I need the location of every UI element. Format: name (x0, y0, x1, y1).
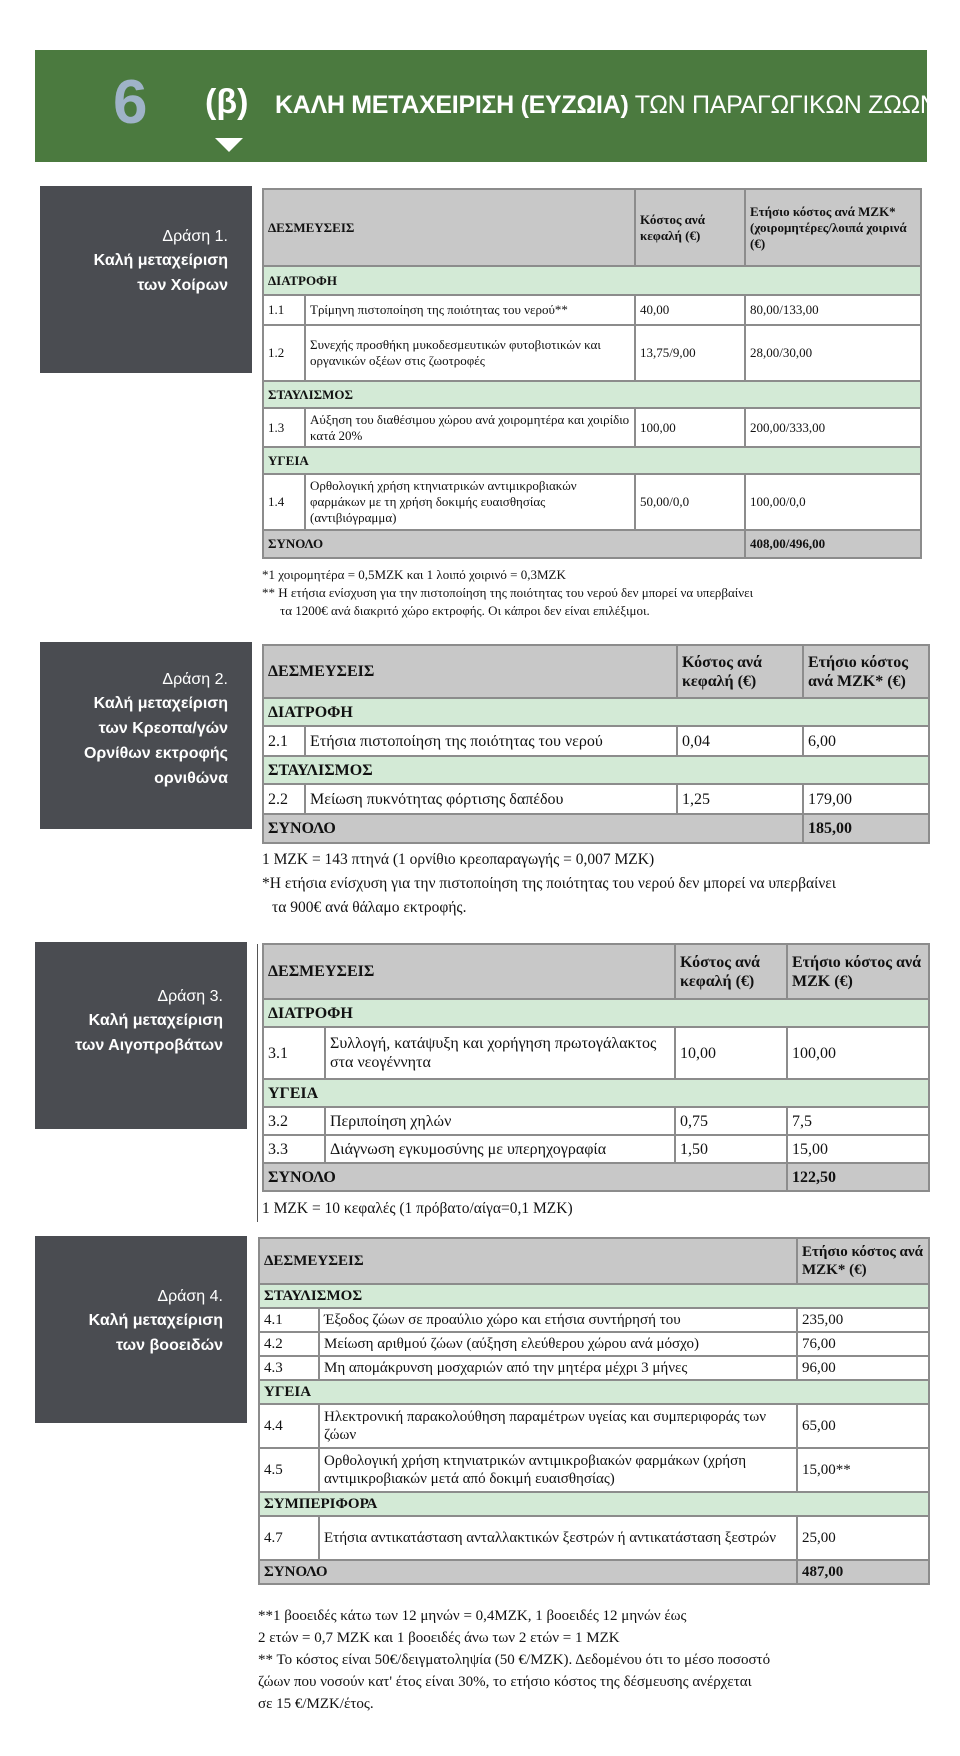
footnote: **1 βοοειδές κάτω των 12 μηνών = 0,4MZK, 1 βοοειδές 12 μηνών έως (258, 1608, 687, 1624)
row-annual-cost: 15,00** (797, 1448, 929, 1492)
triangle-down-icon (215, 138, 243, 152)
row-annual-cost: 100,00/0,0 (745, 474, 921, 530)
row-annual-cost: 80,00/133,00 (745, 295, 921, 325)
row-cost: 1,25 (677, 784, 803, 814)
row-description: Έξοδος ζώων σε προαύλιο χώρο και ετήσια συντήρησή του (319, 1308, 797, 1332)
header-cell: Κόστος ανά κεφαλή (€) (677, 645, 803, 698)
section-label: (β) (205, 83, 249, 121)
action-3-name-line: των Αιγοπροβάτων (75, 1037, 223, 1054)
row-cost: 1,50 (675, 1135, 787, 1163)
row-annual-cost: 96,00 (797, 1356, 929, 1380)
row-code: 2.2 (263, 784, 305, 814)
section-row: ΣΤΑΥΛΙΣΜΟΣ (263, 381, 921, 408)
total-label: ΣΥΝΟΛΟ (259, 1560, 797, 1584)
footnote: ** Η ετήσια ενίσχυση για την πιστοποίηση της ποιότητας του νερού δεν μπορεί να υπερβαίνει (262, 585, 754, 600)
total-label: ΣΥΝΟΛΟ (263, 530, 745, 558)
row-code: 1.3 (263, 408, 305, 447)
action-4-panel (35, 1236, 247, 1423)
row-description: Ορθολογική χρήση κτηνιατρικών αντιμικροβιακών φαρμάκων με τη χρήση δοκιμής ευαισθησίας (αντιβιόγραμμα) (305, 474, 635, 530)
action-2-table (262, 644, 930, 844)
action-4-table (258, 1237, 930, 1585)
action-2-name-line: των Κρεοπα/γών (98, 720, 228, 737)
row-annual-cost: 235,00 (797, 1308, 929, 1332)
row-code: 4.1 (259, 1308, 319, 1332)
section-row: ΔΙΑΤΡΟΦΗ (263, 999, 929, 1027)
action-2-label: Δράση 2. (162, 671, 228, 688)
action-1-name-line: των Χοίρων (137, 277, 228, 294)
header-cell: ΔΕΣΜΕΥΣΕΙΣ (263, 645, 677, 698)
row-code: 3.2 (263, 1107, 325, 1135)
row-description: Τρίμηνη πιστοποίηση της ποιότητας του νερού** (305, 295, 635, 325)
row-cost: 10,00 (675, 1027, 787, 1079)
action-2-panel (40, 642, 252, 829)
row-cost: 50,00/0,0 (635, 474, 745, 530)
section-row: ΣΤΑΥΛΙΣΜΟΣ (259, 1284, 929, 1308)
action-4-name-line: των βοοειδών (115, 1337, 223, 1354)
section-row: ΣΤΑΥΛΙΣΜΟΣ (263, 756, 929, 784)
section-row: ΣΥΜΠΕΡΙΦΟΡΑ (259, 1492, 929, 1516)
row-description: Ορθολογική χρήση κτηνιατρικών αντιμικροβιακών φαρμάκων (χρήση αντιμικροβιακών μετά από δοκιμή ευαισθησίας) (319, 1448, 797, 1492)
row-description: Αύξηση του διαθέσιμου χώρου ανά χοιρομητέρα και χοιρίδιο κατά 20% (305, 408, 635, 447)
row-code: 1.1 (263, 295, 305, 325)
section-row: ΥΓΕΙΑ (263, 1079, 929, 1107)
footnote: ζώων που νοσούν κατ' έτος είναι 30%, το ετήσιο κόστος της δέσμευσης ανέρχεται (258, 1674, 752, 1690)
section-row: ΥΓΕΙΑ (263, 447, 921, 474)
row-code: 4.5 (259, 1448, 319, 1492)
header-cell: ΔΕΣΜΕΥΣΕΙΣ (263, 189, 635, 266)
row-description: Περιποίηση χηλών (325, 1107, 675, 1135)
row-description: Μείωση πυκνότητας φόρτισης δαπέδου (305, 784, 677, 814)
footnote: ** Το κόστος είναι 50€/δειγματοληψία (50 €/MZK). Δεδομένου ότι το μέσο ποσοστό (258, 1652, 771, 1668)
header-cell: Κόστος ανά κεφαλή (€) (675, 944, 787, 999)
header-cell: ΔΕΣΜΕΥΣΕΙΣ (263, 944, 675, 999)
header-cell: ΔΕΣΜΕΥΣΕΙΣ (259, 1238, 797, 1284)
row-code: 4.4 (259, 1404, 319, 1448)
action-3-panel (35, 942, 247, 1129)
footnote: *Η ετήσια ενίσχυση για την πιστοποίηση της ποιότητας του νερού δεν μπορεί να υπερβαίνει (262, 875, 836, 892)
action-1-label: Δράση 1. (162, 228, 228, 245)
row-code: 1.2 (263, 325, 305, 381)
row-cost: 100,00 (635, 408, 745, 447)
action-4-name-line: Καλή μεταχείριση (88, 1312, 223, 1329)
section-title-rest: ΤΩΝ ΠΑΡΑΓΩΓΙΚΩΝ ΖΩΩΝ (628, 91, 938, 119)
action-3-label: Δράση 3. (157, 988, 223, 1005)
section-title-bold: ΚΑΛΗ ΜΕΤΑΧΕΙΡΙΣΗ (ΕΥΖΩΙΑ) (275, 91, 629, 119)
row-description: Ετήσια αντικατάσταση ανταλλακτικών ξεστρών ή αντικατάσταση ξεστρών (319, 1516, 797, 1560)
row-description: Μείωση αριθμού ζώων (αύξηση ελεύθερου χώρου ανά μόσχο) (319, 1332, 797, 1356)
row-description: Συλλογή, κατάψυξη και χορήγηση πρωτογάλακτος στα νεογέννητα (325, 1027, 675, 1079)
row-annual-cost: 25,00 (797, 1516, 929, 1560)
row-annual-cost: 65,00 (797, 1404, 929, 1448)
row-code: 3.3 (263, 1135, 325, 1163)
row-description: Συνεχής προσθήκη μυκοδεσμευτικών φυτοβιοτικών και οργανικών οξέων στις ζωοτροφές (305, 325, 635, 381)
footnote: τα 900€ ανά θάλαμο εκτροφής. (272, 899, 467, 916)
header-cell: Ετήσιο κόστος ανά MZK* (€) (803, 645, 929, 698)
header-cell: Κόστος ανά κεφαλή (€) (635, 189, 745, 266)
total-label: ΣΥΝΟΛΟ (263, 1163, 787, 1191)
row-annual-cost: 6,00 (803, 726, 929, 756)
row-cost: 13,75/9,00 (635, 325, 745, 381)
section-title (275, 88, 938, 122)
footnote: 2 ετών = 0,7 MZK και 1 βοοειδές άνω των 2 ετών = 1 MZK (258, 1630, 620, 1646)
row-code: 4.3 (259, 1356, 319, 1380)
action-2-name-line: ορνιθώνα (154, 770, 228, 787)
row-annual-cost: 200,00/333,00 (745, 408, 921, 447)
row-code: 4.2 (259, 1332, 319, 1356)
action-2-name-line: Ορνίθων εκτροφής (83, 745, 228, 762)
footnote: 1 MZK = 143 πτηνά (1 ορνίθιο κρεοπαραγωγής = 0,007 MZK) (262, 851, 655, 868)
row-annual-cost: 28,00/30,00 (745, 325, 921, 381)
vertical-rule (257, 944, 258, 1222)
action-1-table (262, 188, 922, 559)
row-annual-cost: 179,00 (803, 784, 929, 814)
row-annual-cost: 100,00 (787, 1027, 929, 1079)
row-annual-cost: 76,00 (797, 1332, 929, 1356)
row-cost: 0,04 (677, 726, 803, 756)
header-cell: Ετήσιο κόστος ανά MZK (€) (787, 944, 929, 999)
action-2-name-line: Καλή μεταχείριση (93, 695, 228, 712)
header-cell: Ετήσιο κόστος ανά MZK* (χοιρομητέρες/λοιπά χοιρινά (€) (745, 189, 921, 266)
total-value: 487,00 (797, 1560, 929, 1584)
row-cost: 40,00 (635, 295, 745, 325)
row-cost: 0,75 (675, 1107, 787, 1135)
total-value: 185,00 (803, 814, 929, 843)
section-number: 6 (113, 68, 148, 137)
section-row: ΥΓΕΙΑ (259, 1380, 929, 1404)
footnote: 1 MZK = 10 κεφαλές (1 πρόβατο/αίγα=0,1 MZK) (262, 1200, 573, 1217)
row-description: Ετήσια πιστοποίηση της ποιότητας του νερού (305, 726, 677, 756)
footnote: *1 χοιρομητέρα = 0,5MZK και 1 λοιπό χοιρινό = 0,3MZK (262, 567, 566, 582)
action-1-name-line: Καλή μεταχείριση (93, 252, 228, 269)
section-row: ΔΙΑΤΡΟΦΗ (263, 698, 929, 726)
total-value: 408,00/496,00 (745, 530, 921, 558)
total-label: ΣΥΝΟΛΟ (263, 814, 803, 843)
action-4-label: Δράση 4. (157, 1288, 223, 1305)
section-banner (35, 50, 938, 162)
footnote: τα 1200€ ανά διακριτό χώρο εκτροφής. Οι κάπροι δεν είναι επιλέξιμοι. (280, 603, 650, 618)
row-code: 1.4 (263, 474, 305, 530)
footnote: σε 15 €/MZK/έτος. (258, 1696, 374, 1712)
action-3-table (262, 943, 930, 1192)
row-description: Διάγνωση εγκυμοσύνης με υπερηχογραφία (325, 1135, 675, 1163)
total-value: 122,50 (787, 1163, 929, 1191)
action-1-panel (40, 186, 252, 373)
row-annual-cost: 15,00 (787, 1135, 929, 1163)
action-3-name-line: Καλή μεταχείριση (88, 1012, 223, 1029)
section-row: ΔΙΑΤΡΟΦΗ (263, 266, 921, 295)
header-cell: Ετήσιο κόστος ανά MZK* (€) (797, 1238, 929, 1284)
row-description: Μη απομάκρυνση μοσχαριών από την μητέρα μέχρι 3 μήνες (319, 1356, 797, 1380)
row-description: Ηλεκτρονική παρακολούθηση παραμέτρων υγείας και συμπεριφοράς των ζώων (319, 1404, 797, 1448)
row-code: 4.7 (259, 1516, 319, 1560)
row-code: 3.1 (263, 1027, 325, 1079)
row-annual-cost: 7,5 (787, 1107, 929, 1135)
row-code: 2.1 (263, 726, 305, 756)
